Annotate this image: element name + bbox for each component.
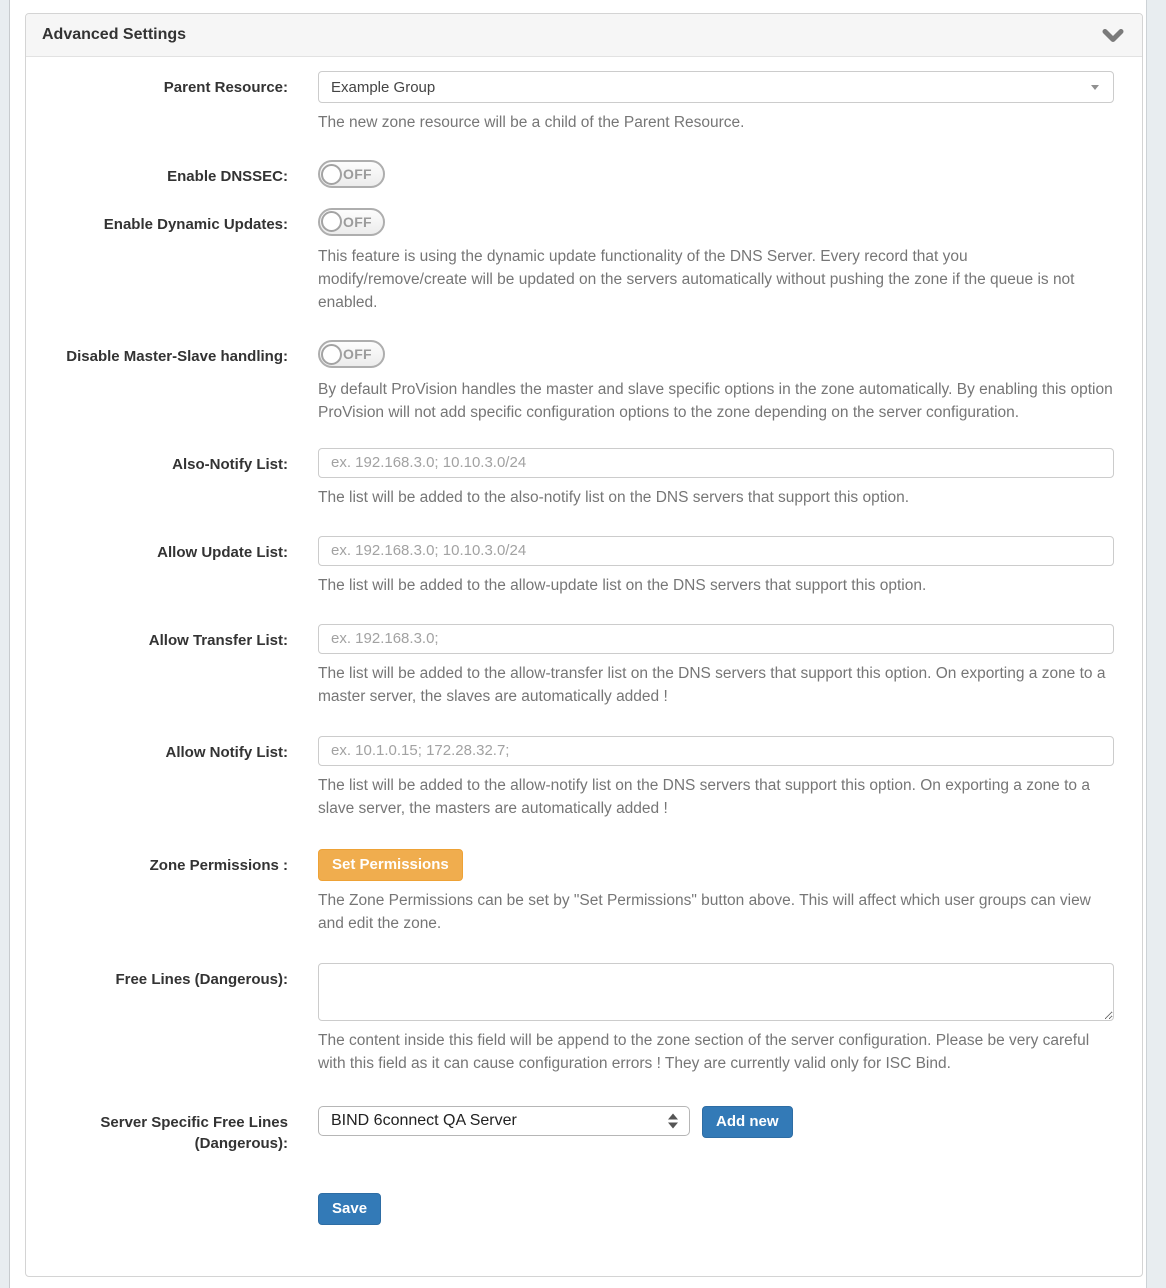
enable-dynamic-updates-toggle-state: OFF — [343, 213, 372, 230]
disable-master-slave-toggle-state: OFF — [343, 346, 372, 362]
parent-resource-selected-value: Example Group — [331, 78, 436, 96]
form-group-parent-resource — [26, 71, 1142, 134]
allow-update-label: Allow Update List: — [157, 543, 288, 561]
form-group-allow-update — [26, 536, 1142, 597]
panel-header — [26, 14, 1142, 57]
content-card — [9, 0, 1147, 1288]
enable-dynamic-updates-label: Enable Dynamic Updates: — [103, 215, 288, 233]
allow-notify-label: Allow Notify List: — [165, 743, 288, 761]
form-group-free-lines — [26, 963, 1142, 1075]
panel-title: Advanced Settings — [42, 26, 187, 43]
also-notify-input[interactable] — [318, 448, 1114, 478]
allow-transfer-help: The list will be added to the allow-transfer list on the DNS servers that support this option. On exporting a zone to a master server, the slaves are automatically added ! — [318, 664, 1106, 705]
form-group-disable-master-slave — [26, 340, 1142, 424]
add-new-button[interactable]: Add new — [702, 1106, 793, 1138]
advanced-settings-panel — [25, 13, 1143, 1277]
zone-permissions-label: Zone Permissions : — [149, 856, 288, 874]
form-group-allow-notify — [26, 736, 1142, 820]
server-specific-free-lines-label: Server Specific Free Lines (Dangerous): — [100, 1113, 288, 1152]
toggle-knob — [321, 164, 342, 185]
allow-transfer-label: Allow Transfer List: — [148, 631, 288, 649]
disable-master-slave-label: Disable Master-Slave handling: — [66, 348, 288, 365]
enable-dnssec-toggle-state: OFF — [343, 166, 372, 182]
chevron-down-icon[interactable] — [1100, 26, 1126, 45]
caret-down-icon — [1091, 85, 1099, 90]
toggle-knob — [321, 211, 342, 232]
save-spacer — [26, 1193, 318, 1225]
also-notify-help: The list will be added to the also-notify list on the DNS servers that support this option. — [318, 488, 910, 506]
toggle-knob — [321, 344, 342, 365]
free-lines-help: The content inside this field will be append to the zone section of the server configuration. Please be very careful with this field as it can cause configuration errors ! They are currently valid only for ISC Bind. — [318, 1031, 1090, 1072]
form-group-enable-dnssec — [26, 160, 1142, 190]
form-group-also-notify — [26, 448, 1142, 509]
free-lines-label: Free Lines (Dangerous): — [115, 970, 288, 988]
parent-resource-help: The new zone resource will be a child of the Parent Resource. — [318, 114, 745, 131]
form-group-server-specific-free-lines — [26, 1106, 1142, 1154]
save-button[interactable]: Save — [318, 1193, 381, 1225]
server-select-selected-value: BIND 6connect QA Server — [331, 1111, 517, 1129]
disable-master-slave-toggle[interactable] — [318, 340, 385, 368]
form-group-zone-permissions — [26, 849, 1142, 935]
allow-transfer-input[interactable] — [318, 624, 1114, 654]
server-select[interactable] — [318, 1106, 690, 1136]
up-down-arrows-icon — [668, 1113, 678, 1128]
set-permissions-button[interactable]: Set Permissions — [318, 849, 463, 881]
parent-resource-select[interactable] — [318, 71, 1114, 103]
enable-dynamic-updates-toggle[interactable] — [318, 208, 385, 236]
allow-update-help: The list will be added to the allow-update list on the DNS servers that support this option. — [318, 576, 927, 594]
enable-dnssec-label: Enable DNSSEC: — [167, 168, 288, 185]
allow-update-input[interactable] — [318, 536, 1114, 566]
enable-dynamic-updates-help: This feature is using the dynamic update functionality of the DNS Server. Every record that you modify/remove/create will be updated on the servers automatically without pushing the zone if the queue is not enabled. — [318, 248, 1075, 311]
also-notify-label: Also-Notify List: — [172, 455, 288, 473]
allow-notify-help: The list will be added to the allow-notify list on the DNS servers that support this option. On exporting a zone to a slave server, the masters are automatically added ! — [318, 776, 1090, 817]
enable-dnssec-toggle[interactable] — [318, 160, 385, 188]
form-group-allow-transfer — [26, 624, 1142, 708]
disable-master-slave-help: By default ProVision handles the master and slave specific options in the zone automatically. By enabling this option ProVision will not add specific configuration options to the zone depending on the server configuration. — [318, 380, 1113, 421]
zone-permissions-help: The Zone Permissions can be set by "Set Permissions" button above. This will affect which user groups can view and edit the zone. — [318, 891, 1091, 932]
form-group-enable-dynamic-updates — [26, 208, 1142, 315]
allow-notify-input[interactable] — [318, 736, 1114, 766]
parent-resource-label: Parent Resource: — [163, 79, 288, 96]
free-lines-textarea[interactable] — [318, 963, 1114, 1021]
panel-body — [26, 57, 1142, 1225]
form-group-save — [26, 1193, 1142, 1225]
